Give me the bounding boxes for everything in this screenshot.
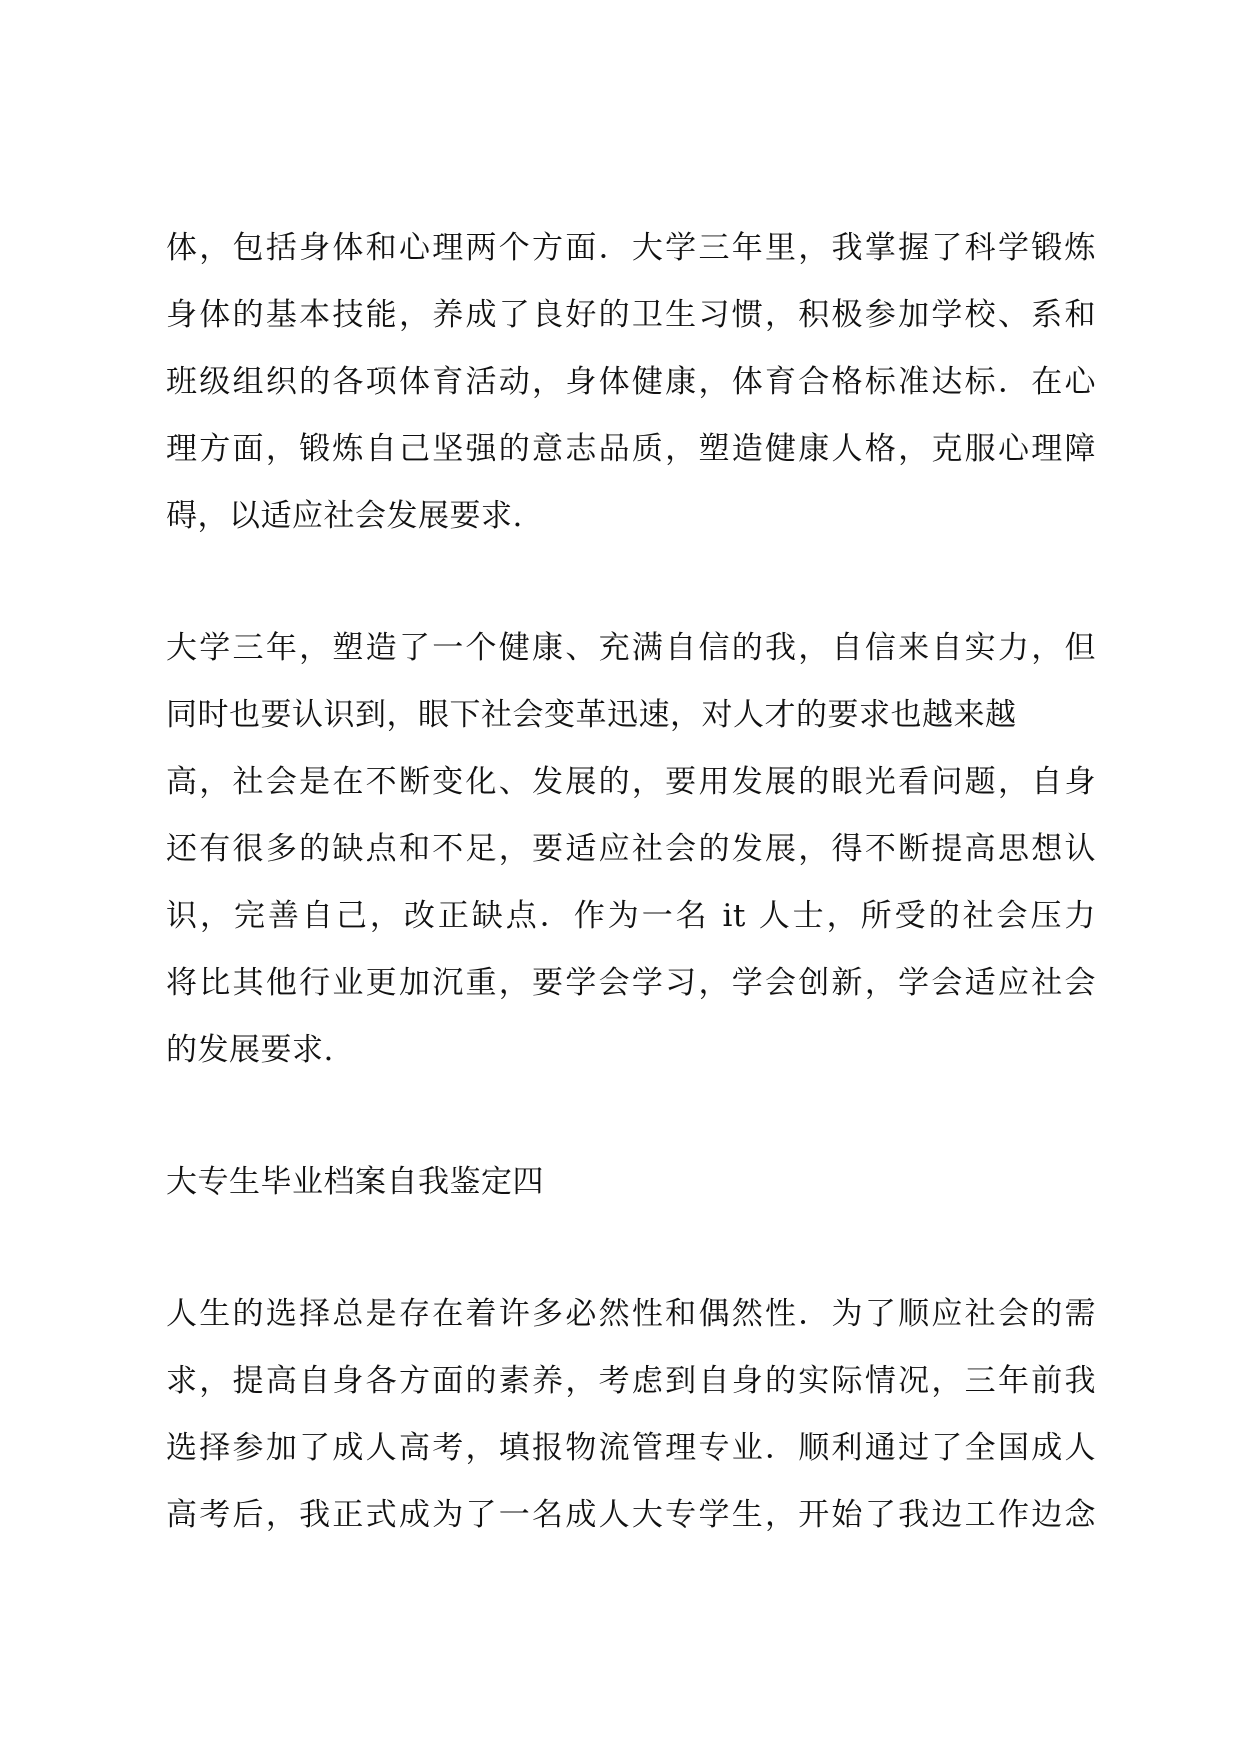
paragraph-3-line-3: 选择参加了成人高考，填报物流管理专业．顺利通过了全国成人	[166, 1430, 1096, 1466]
paragraph-2-line-4: 还有很多的缺点和不足，要适应社会的发展，得不断提高思想认	[166, 831, 1096, 867]
paragraph-1-line-5: 碍，以适应社会发展要求.	[166, 498, 523, 534]
paragraph-1-line-4: 理方面，锻炼自己坚强的意志品质，塑造健康人格，克服心理障	[166, 431, 1096, 467]
paragraph-2-line-3: 高，社会是在不断变化、发展的，要用发展的眼光看问题，自身	[166, 764, 1096, 800]
paragraph-1-line-3: 班级组织的各项体育活动，身体健康，体育合格标准达标．在心	[166, 364, 1096, 400]
paragraph-2-line-5: 识，完善自己，改正缺点．作为一名 it 人士，所受的社会压力	[166, 898, 1096, 934]
paragraph-3-line-1: 人生的选择总是存在着许多必然性和偶然性．为了顺应社会的需	[166, 1296, 1096, 1332]
paragraph-3-line-2: 求，提高自身各方面的素养，考虑到自身的实际情况，三年前我	[166, 1363, 1096, 1399]
paragraph-2-line-7: 的发展要求.	[166, 1032, 334, 1068]
paragraph-1-line-2: 身体的基本技能，养成了良好的卫生习惯，积极参加学校、系和	[166, 297, 1096, 333]
paragraph-2-line-2: 同时也要认识到，眼下社会变革迅速，对人才的要求也越来越	[166, 697, 1017, 733]
paragraph-3-line-4: 高考后，我正式成为了一名成人大专学生，开始了我边工作边念	[166, 1497, 1096, 1533]
paragraph-1-line-1: 体，包括身体和心理两个方面．大学三年里，我掌握了科学锻炼	[166, 230, 1096, 266]
section-heading: 大专生毕业档案自我鉴定四	[166, 1164, 544, 1200]
paragraph-2-line-6: 将比其他行业更加沉重，要学会学习，学会创新，学会适应社会	[166, 965, 1096, 1001]
paragraph-2-line-1: 大学三年，塑造了一个健康、充满自信的我，自信来自实力，但	[166, 630, 1096, 666]
